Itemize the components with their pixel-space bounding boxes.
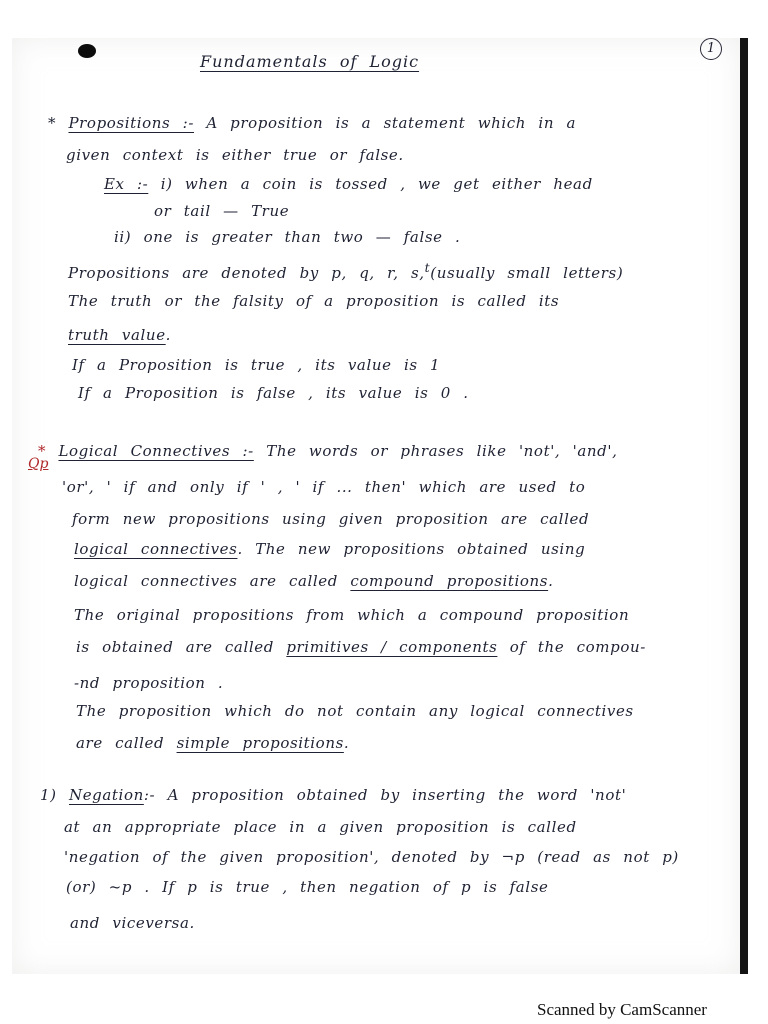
scanner-watermark: Scanned by CamScanner (537, 1000, 707, 1019)
negation-line-2: at an appropriate place in a given proposition is called (64, 818, 577, 836)
connectives-line-5: logical connectives are called compound propositions. (74, 572, 554, 590)
example-1-cont: or tail — True (154, 202, 290, 220)
propositions-heading: Propositions :- (68, 114, 194, 132)
term-primitives-components: primitives / components (286, 638, 498, 656)
false-value-line: If a Proposition is false , its value is 0 . (78, 384, 469, 402)
example-1: Ex :- i) when a coin is tossed , we get either head (104, 175, 593, 193)
connectives-heading: Logical Connectives :- (58, 442, 254, 460)
negation-line-3: 'negation of the given proposition', denoted by ¬p (read as not p) (64, 848, 679, 866)
margin-note: Qp (28, 456, 49, 472)
negation-line-1: 1) Negation:- A proposition obtained by inserting the word 'not' (40, 786, 627, 804)
truth-line-1: The truth or the falsity of a proposition is called its (68, 292, 560, 310)
ink-dot (78, 44, 96, 58)
connectives-line-8: -nd proposition . (74, 674, 224, 692)
true-value-line: If a Proposition is true , its value is 1 (72, 356, 441, 374)
propositions-line-2: given context is either true or false. (66, 146, 404, 164)
propositions-line-1: * Propositions :- A proposition is a statement which in a (48, 114, 576, 132)
truth-value-line: truth value. (68, 326, 172, 344)
inserted-letter: t (424, 260, 431, 275)
negation-line-5: and viceversa. (70, 914, 195, 932)
title-text: Fundamentals of Logic (200, 52, 420, 71)
negation-heading: Negation (68, 786, 144, 804)
term-compound-propositions: compound propositions (350, 572, 549, 590)
connectives-line-4: logical connectives. The new propositions obtained using (74, 540, 586, 558)
example-2: ii) one is greater than two — false . (114, 228, 461, 246)
term-logical-connectives: logical connectives (74, 540, 238, 558)
connectives-line-7: is obtained are called primitives / components of the compou- (76, 638, 646, 656)
negation-line-4: (or) ~p . If p is true , then negation of p is false (66, 878, 549, 896)
example-label: Ex :- (104, 175, 149, 193)
truth-value-term: truth value (68, 326, 166, 344)
connectives-line-10: are called simple propositions. (76, 734, 350, 752)
page-title (200, 52, 419, 71)
propositions-denoted: Propositions are denoted by p, q, r, s,$^t$(usually small letters) (68, 260, 624, 282)
page-number: 1 (700, 38, 722, 60)
connectives-line-2: 'or', ' if and only if ' , ' if ... then' which are used to (62, 478, 586, 496)
connectives-line-1: * Logical Connectives :- The words or phrases like 'not', 'and', (38, 442, 618, 460)
connectives-line-3: form new propositions using given proposition are called (72, 510, 590, 528)
term-simple-propositions: simple propositions (176, 734, 344, 752)
connectives-line-9: The proposition which do not contain any logical connectives (76, 702, 634, 720)
connectives-line-6: The original propositions from which a compound proposition (74, 606, 630, 624)
